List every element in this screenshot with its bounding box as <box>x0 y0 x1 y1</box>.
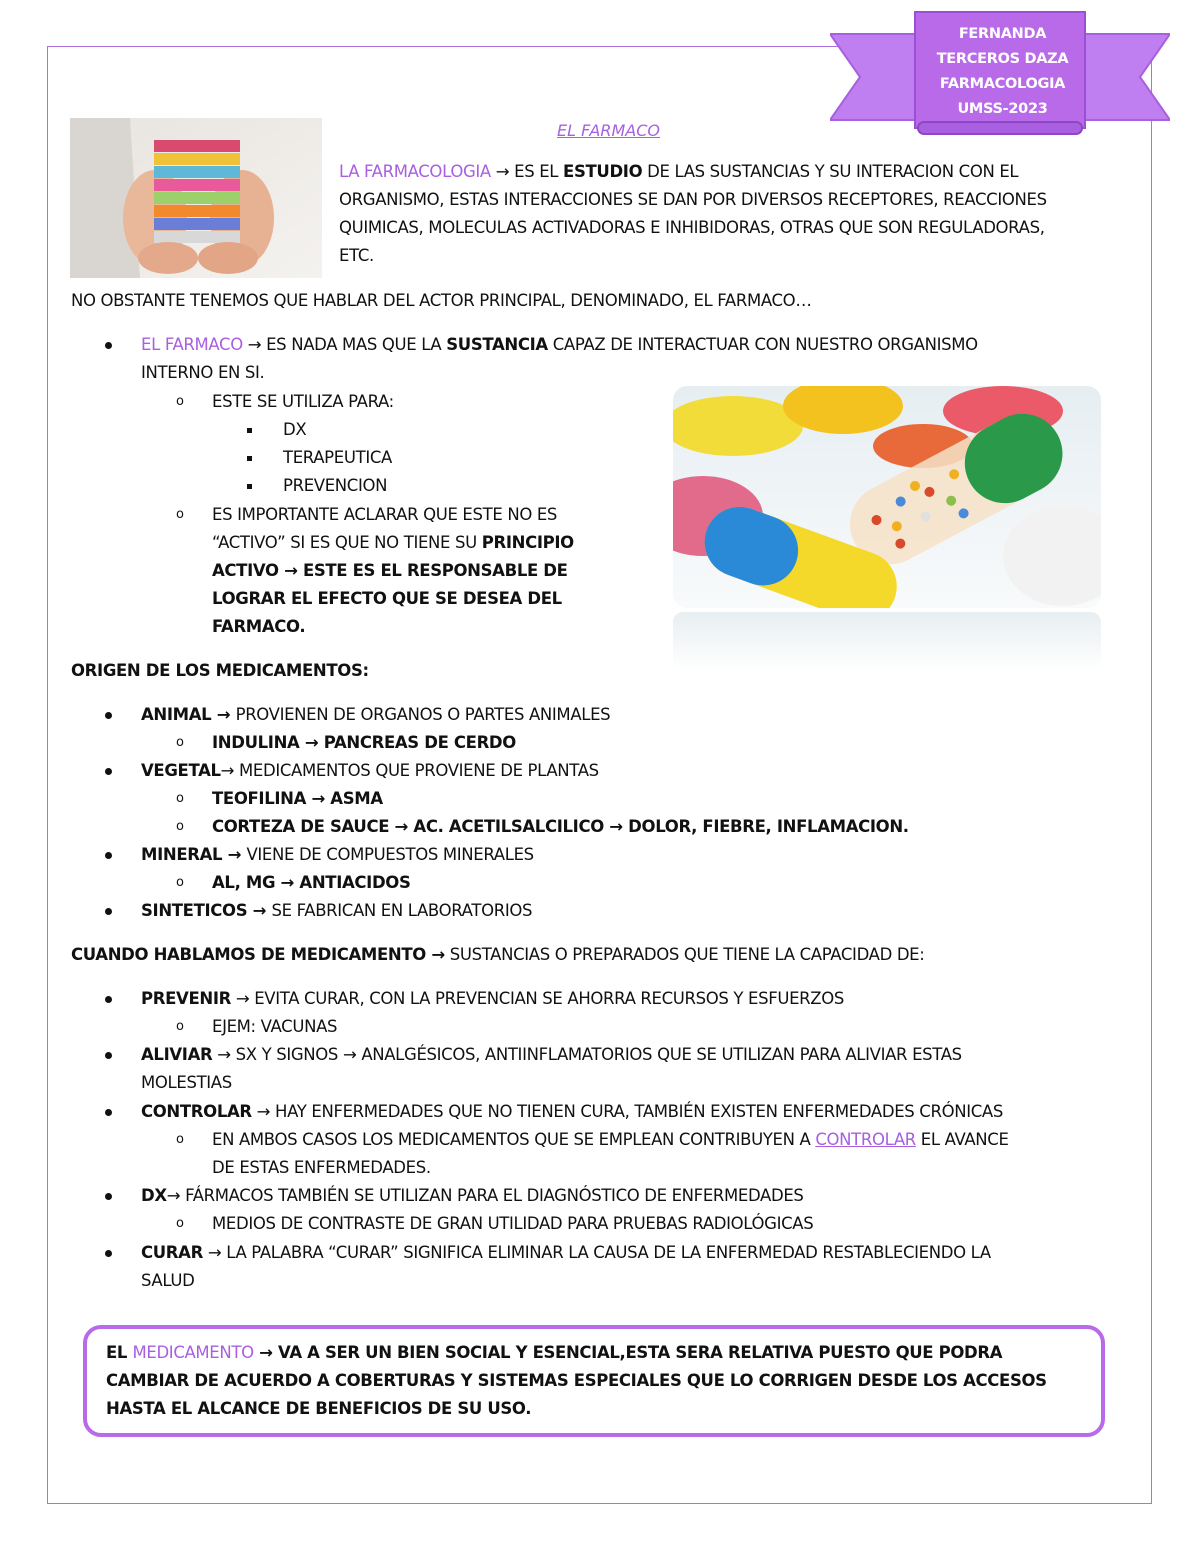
bold-span: MINERAL → <box>141 845 247 864</box>
hands-pills-image <box>70 118 322 278</box>
sub-bullet: o <box>176 1132 184 1147</box>
bullet <box>105 1193 112 1200</box>
summary-line: HASTA EL ALCANCE DE BENEFICIOS DE SU USO. <box>106 1399 532 1418</box>
sub-bullet: o <box>176 507 184 522</box>
bold-span: ESTUDIO <box>563 162 643 181</box>
bullet <box>105 1052 112 1059</box>
badge-line: TERCEROS DAZA <box>936 51 1069 67</box>
text-span: → MEDICAMENTOS QUE PROVIENE DE PLANTAS <box>220 761 599 780</box>
capacidad-sub: DE ESTAS ENFERMEDADES. <box>212 1158 431 1177</box>
text-span: → ES NADA MAS QUE LA <box>242 335 447 354</box>
bold-span: CONTROLAR <box>141 1102 252 1121</box>
section-heading: ORIGEN DE LOS MEDICAMENTOS: <box>71 661 369 680</box>
paragraph: NO OBSTANTE TENEMOS QUE HABLAR DEL ACTOR PRINCIPAL, DENOMINADO, EL FARMACO… <box>71 291 812 310</box>
origen-sub: TEOFILINA → ASMA <box>212 789 383 808</box>
capacidad-item <box>141 989 844 1009</box>
term-farmaco: EL FARMACO <box>141 335 243 354</box>
bullet <box>105 852 112 859</box>
bold-span: DX <box>141 1186 167 1205</box>
capacidad-item: MOLESTIAS <box>141 1073 232 1092</box>
sub-bullet: o <box>176 875 184 890</box>
text-span: “ACTIVO” SI ES QUE NO TIENE SU <box>212 533 482 552</box>
capacidad-sub: MEDIOS DE CONTRASTE DE GRAN UTILIDAD PARA PRUEBAS RADIOLÓGICAS <box>212 1214 814 1233</box>
capacidad-item <box>141 1045 962 1065</box>
text-span: → EVITA CURAR, CON LA PREVENCIAN SE AHORRA RECURSOS Y ESFUERZOS <box>230 989 844 1008</box>
text-span: EL AVANCE <box>915 1130 1009 1149</box>
origen-sub: CORTEZA DE SAUCE → AC. ACETILSALCILICO → DOLOR, FIEBRE, INFLAMACION. <box>212 817 909 836</box>
text-span: VIENE DE COMPUESTOS MINERALES <box>246 845 534 864</box>
imp-line: ES IMPORTANTE ACLARAR QUE ESTE NO ES <box>212 505 558 524</box>
capacidad-item <box>141 1102 1003 1122</box>
text-span: → VA A SER UN BIEN SOCIAL Y ESENCIAL,ESTA SERA RELATIVA PUESTO QUE PODRA <box>253 1343 1003 1362</box>
text-span: → SX Y SIGNOS → ANALGÉSICOS, ANTIINFLAMATORIOS QUE SE UTILIZAN PARA ALIVIAR ESTAS <box>212 1045 962 1064</box>
text-span: EL <box>106 1343 133 1362</box>
intro-line: QUIMICAS, MOLECULAS ACTIVADORAS E INHIBIDORAS, OTRAS QUE SON REGULADORAS, <box>339 218 1045 237</box>
sub-bullet: o <box>176 819 184 834</box>
imp-line: LOGRAR EL EFECTO QUE SE DESEA DEL <box>212 589 562 608</box>
capacidad-item <box>141 1243 991 1263</box>
bold-span: SUSTANCIA <box>446 335 548 354</box>
intro-line <box>339 162 1018 182</box>
bullet <box>105 1109 112 1116</box>
bullet <box>105 342 112 349</box>
text-span: → LA PALABRA “CURAR” SIGNIFICA ELIMINAR LA CAUSA DE LA ENFERMEDAD RESTABLECIENDO LA <box>202 1243 991 1262</box>
square-bullet <box>247 428 252 433</box>
bold-span: SINTETICOS → <box>141 901 272 920</box>
imp-line: ACTIVO → ESTE ES EL RESPONSABLE DE <box>212 561 568 580</box>
term-farmacologia: LA FARMACOLOGIA <box>339 162 491 181</box>
summary-line <box>106 1343 1002 1363</box>
uso-item: TERAPEUTICA <box>283 448 392 467</box>
intro-line: ETC. <box>339 246 374 265</box>
capacidad-sub: EJEM: VACUNAS <box>212 1017 338 1036</box>
term-medicamento: MEDICAMENTO <box>132 1343 254 1362</box>
page-title: EL FARMACO <box>557 121 660 140</box>
farmaco-line <box>141 335 978 355</box>
text-span: → FÁRMACOS TAMBIÉN SE UTILIZAN PARA EL DIAGNÓSTICO DE ENFERMEDADES <box>166 1186 804 1205</box>
bullet <box>105 712 112 719</box>
section-heading <box>71 945 924 965</box>
text-span: SE FABRICAN EN LABORATORIOS <box>271 901 533 920</box>
badge-line: FERNANDA <box>958 26 1047 42</box>
origen-sub: INDULINA → PANCREAS DE CERDO <box>212 733 516 752</box>
sub-bullet: o <box>176 735 184 750</box>
bullet <box>105 996 112 1003</box>
capacidad-item: SALUD <box>141 1271 195 1290</box>
sub-bullet: o <box>176 791 184 806</box>
imp-line: FARMACO. <box>212 617 306 636</box>
sub-bullet: o <box>176 1216 184 1231</box>
origen-item <box>141 845 534 865</box>
capsules-image <box>673 386 1101 671</box>
capacidad-sub <box>212 1130 1009 1150</box>
bold-span: PREVENIR <box>141 989 231 1008</box>
imp-line <box>212 533 574 553</box>
text-span: → ES EL <box>490 162 564 181</box>
bold-span: ALIVIAR <box>141 1045 213 1064</box>
sub-bullet: o <box>176 394 184 409</box>
ribbon-text <box>920 22 1085 122</box>
bullet <box>105 768 112 775</box>
text-span: CAPAZ DE INTERACTUAR CON NUESTRO ORGANISMO <box>547 335 978 354</box>
text-span: DE LAS SUSTANCIAS Y SU INTERACION CON EL <box>642 162 1019 181</box>
bullet <box>105 1250 112 1257</box>
uso-item: PREVENCION <box>283 476 388 495</box>
square-bullet <box>247 484 252 489</box>
square-bullet <box>247 456 252 461</box>
badge-line: UMSS-2023 <box>957 101 1048 117</box>
origen-item <box>141 705 610 725</box>
bold-span: PRINCIPIO <box>481 533 574 552</box>
farmaco-line: INTERNO EN SI. <box>141 363 265 382</box>
badge-line: FARMACOLOGIA <box>939 76 1066 92</box>
controlar-link[interactable]: CONTROLAR <box>815 1130 916 1149</box>
text-span: SUSTANCIAS O PREPARADOS QUE TIENE LA CAPACIDAD DE: <box>444 945 925 964</box>
bullet <box>105 908 112 915</box>
uso-item: DX <box>283 420 307 439</box>
text-span: EN AMBOS CASOS LOS MEDICAMENTOS QUE SE EMPLEAN CONTRIBUYEN A <box>212 1130 816 1149</box>
sub-bullet: o <box>176 1019 184 1034</box>
bold-span: ANIMAL → <box>141 705 236 724</box>
capacidad-item <box>141 1186 804 1206</box>
bold-span: VEGETAL <box>141 761 221 780</box>
text-span: → HAY ENFERMEDADES QUE NO TIENEN CURA, TAMBIÉN EXISTEN ENFERMEDADES CRÓNICAS <box>251 1102 1003 1121</box>
origen-item <box>141 901 532 921</box>
bold-span: CURAR <box>141 1243 203 1262</box>
origen-sub: AL, MG → ANTIACIDOS <box>212 873 411 892</box>
text-span: PROVIENEN DE ORGANOS O PARTES ANIMALES <box>235 705 611 724</box>
intro-line: ORGANISMO, ESTAS INTERACCIONES SE DAN POR DIVERSOS RECEPTORES, REACCIONES <box>339 190 1047 209</box>
summary-line: CAMBIAR DE ACUERDO A COBERTURAS Y SISTEMAS ESPECIALES QUE LO CORRIGEN DESDE LOS ACCESOS <box>106 1371 1047 1390</box>
bold-span: CUANDO HABLAMOS DE MEDICAMENTO → <box>71 945 445 964</box>
origen-item <box>141 761 599 781</box>
uso-label: ESTE SE UTILIZA PARA: <box>212 392 394 411</box>
